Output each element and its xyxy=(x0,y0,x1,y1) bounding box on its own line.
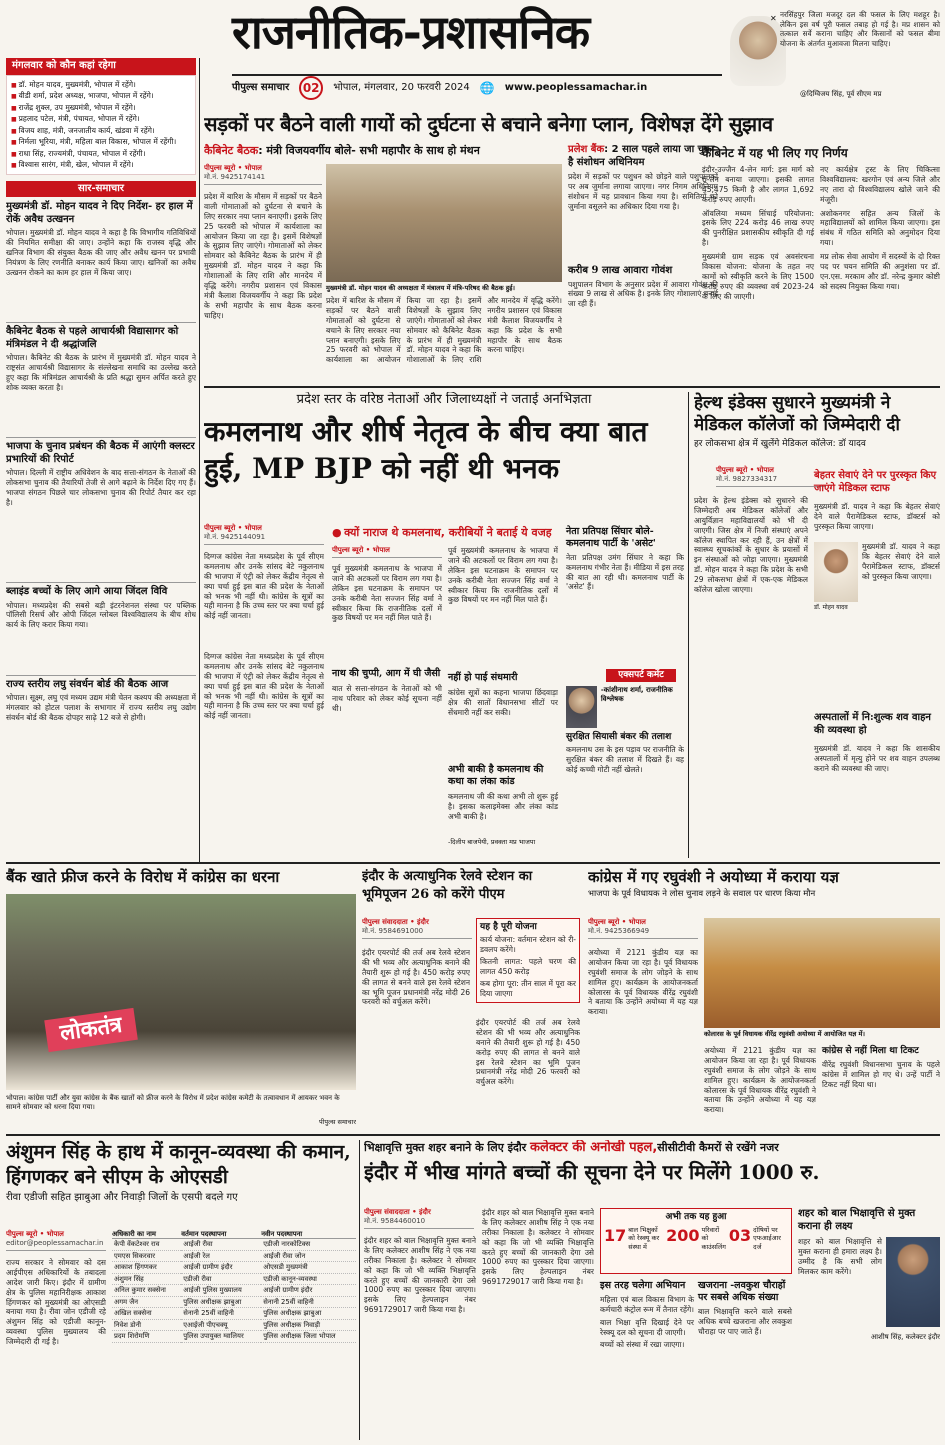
begging-text: इंदौर शहर को बाल भिक्षावृत्ति मुक्त बनाने के लिए कलेक्टर आशीष सिंह ने एक नया तरीका निकाला है। कलेक्टर ने सोमवार को कहा कि जो भी व्यक्ति भिक्षावृत्ति करते हुए बच्चों की जानकारी देगा उसे 1000 रुपए का पुरस्कार दिया जाएगा। इसके लिए हेल्पलाइन नंबर 9691729017 जारी किया गया है। xyxy=(364,1236,476,1315)
table-cell: आकाश हिंगणकर xyxy=(112,1262,181,1273)
table-row xyxy=(112,1285,356,1296)
news-text: भोपाल। कैबिनेट की बैठक के प्रारंभ में मुख्यमंत्री डॉ. मोहन यादव ने राष्ट्रसंत आचार्यश्री विद्यासागर के संल्लेखना समाधि का उल्लेख करते हुए कहा कि मंत्रिमंडल आचार्यश्री के प्रति श्रद्धा सुमन अर्पित करते हुए शोक व्यक्त करता है। xyxy=(6,353,196,392)
table-cell: सेनानी 25वीं वाहिनी xyxy=(261,1296,356,1307)
stat-value: 200 xyxy=(666,1226,700,1246)
side-subhead: करीब 9 लाख आवारा गोवंश xyxy=(568,265,673,276)
expert-text: कमलनाथ उस के इस पड़ाव पर राजनीति के सुरक्षित बंकर की तलाश में दिखते हैं। वह कोई कच्ची गोटी नहीं खेलते। xyxy=(566,745,684,775)
table-row xyxy=(112,1250,356,1261)
ayodhya-text-2: अयोध्या में 2121 कुंडीय यज्ञ का आयोजन किया जा रहा है। पूर्व विधायक रघुवंशी समाज के लोग जोड़ने के साथ शामिल हुए। कार्यक्रम के आयोजनकर्ता कोलारस के पूर्व विधायक वीरेंद्र रघुवंशी ने बताया कि उन्होंने अयोध्या में यह यज्ञ कराया। xyxy=(704,1046,816,1115)
digvijay-portrait xyxy=(730,16,786,86)
campaign-item: महिला एवं बाल विकास विभाग के कर्मचारी कंट्रोल रूम में तैनात रहेंगे। xyxy=(600,1294,695,1314)
table-row xyxy=(112,1262,356,1273)
news-title: मुख्यमंत्री डॉ. मोहन यादव ने दिए निर्देश- हर हाल में रोकें अवैध उत्खनन xyxy=(6,201,193,225)
cabinet-photo xyxy=(326,164,562,282)
health-side2-text: मुख्यमंत्री डॉ. यादव ने कहा कि शासकीय अस्पतालों में मृत्यु होने पर शव वाहन उपलब्ध कराने की व्यवस्था की जाए। xyxy=(814,744,940,773)
section-title: राजनीतिक-प्रशासनिक xyxy=(232,5,590,59)
ayodhya-text: अयोध्या में 2121 कुंडीय यज्ञ का आयोजन किया जा रहा है। पूर्व विधायक रघुवंशी समाज के लोग जोड़ने के साथ शामिल हुए। कार्यक्रम के आयोजनकर्ता कोलारस के पूर्व विधायक वीरेंद्र रघुवंशी ने बताया कि उन्होंने अयोध्या में यह यज्ञ कराया। xyxy=(588,948,698,1017)
health-story xyxy=(694,392,940,858)
news-title: राज्य स्तरीय लघु संवर्धन बोर्ड की बैठक आज xyxy=(6,678,169,690)
health-side-text-2: मुख्यमंत्री डॉ. यादव ने कहा कि बेहतर सेवाएं देने वाले पैरामेडिकल स्टाफ, डॉक्टर्स को पुरस्कृत किया जाएगा। xyxy=(862,542,940,581)
photo-caption: मुख्यमंत्री डॉ. मोहन यादव की अध्यक्षता में मंत्रालय में मंत्रि-परिषद की बैठक हुई। xyxy=(326,284,515,292)
side-head: : 2 साल पहले लाया जा चुका है संशोधन अधिनियम xyxy=(568,144,715,168)
byline-text: पीपुल्स ब्यूरो • भोपाल xyxy=(716,466,774,474)
list-item: ■ डॉ. मोहन यादव, मुख्यमंत्री, भोपाल में रहेंगे। xyxy=(11,79,191,91)
side-kicker: प्रलेश बैंक xyxy=(568,144,605,155)
table-cell: आईजी ग्रामीण इंदौर xyxy=(181,1262,261,1273)
health-headline: हेल्थ इंडेक्स सुधारने मुख्यमंत्री ने मेडिकल कॉलेजों को जिम्मेदारी दी xyxy=(694,393,900,436)
table-header: नवीन पदस्थापना xyxy=(261,1230,356,1239)
ayodhya-subhead: भाजपा के पूर्व विधायक ने लोस चुनाव लड़ने के सवाल पर धारण किया मौन xyxy=(588,888,816,899)
byline-text: पीपुल्स ब्यूरो • भोपाल xyxy=(332,546,390,554)
collector-quote: शहर को बाल भिक्षावृत्ति से मुक्त कराना ही हमारा लक्ष्य है। उम्मीद है कि सभी लोग मिलकर काम करेंगे। xyxy=(798,1237,882,1276)
expert-name: -कांशीनाथ शर्मा, राजनीतिक विश्लेषक xyxy=(600,686,673,703)
table-header: वर्तमान पदस्थापना xyxy=(181,1230,261,1239)
indore-byline xyxy=(362,918,472,939)
table-cell: केपी वेंकटेश्वर राव xyxy=(112,1239,181,1250)
stat-label: परिवारों को काउंसलिंग xyxy=(701,1226,726,1251)
chuppi-text: बात से सत्ता-संगठन के नेताओं को भी नाथ परिवार को लेकर कोई सूचना नहीं थी। xyxy=(332,684,442,713)
kamalnath-story xyxy=(204,392,684,858)
table-row xyxy=(112,1296,356,1307)
table-cell: पुलिस उपायुक्त ग्वालियर xyxy=(181,1331,261,1342)
table-cell: एडीजी रीवा xyxy=(181,1273,261,1284)
health-subhead: हर लोकसभा क्षेत्र में खुलेंगे मेडिकल कॉलेज: डॉ यादव xyxy=(694,439,866,450)
stat-card xyxy=(666,1226,726,1250)
yagya-caption: कोलारस के पूर्व विधायक वीरेंद्र रघुवंशी अयोध्या में आयोजित यज्ञ में। xyxy=(704,1030,865,1038)
collector-portrait xyxy=(886,1237,940,1327)
list-item: ■ विश्वास सारंग, मंत्री, खेल, भोपाल में रहेंगे। xyxy=(11,159,191,171)
why-head-red: ● xyxy=(332,526,342,539)
list-item: ■ विजय शाह, मंत्री, जनजातीय कार्य, खंडवा में रहेंगे। xyxy=(11,125,191,137)
table-cell: एडीजी कानून-व्यवस्था xyxy=(261,1273,356,1284)
news-text: भोपाल। सूक्ष्म, लघु एवं मध्यम उद्यम मंत्री चेतन कश्यप की अध्यक्षता में मंगलवार को होटल पलाश के सभागार में राज्य स्तरीय लघु उद्योग संवर्धन बोर्ड की बैठक दोपहर साढ़े 12 बजे से होगी। xyxy=(6,693,196,722)
kicker-text: भिक्षावृत्ति मुक्त शहर बनाने के लिए इंदौर xyxy=(364,1141,527,1154)
news-title: ब्लाइंड बच्चों के लिए आगे आया जिंदल विवि xyxy=(6,586,168,597)
lead-byline xyxy=(204,164,322,185)
nahi-head: नहीं हो पाई संधमारी xyxy=(448,672,518,683)
transfer-byline xyxy=(6,1230,106,1251)
khajrana-text: बाल भिक्षावृत्ति करने वाले सबसे अधिक बच्चे खजराना और लवकुश चौराहा पर पाए जाते हैं। xyxy=(698,1306,792,1336)
health-byline xyxy=(716,466,826,487)
lead-kicker: कैबिनेट बैठक xyxy=(204,144,259,157)
list-item: ■ प्रहलाद पटेल, मंत्री, पंचायत, भोपाल में रहेंगे। xyxy=(11,113,191,125)
protest-banner: लोकतंत्र xyxy=(44,1008,138,1052)
campaign-head: इस तरह चलेगा अभियान xyxy=(600,1280,686,1291)
decision-item: मुख्यमंत्री ग्राम सड़क एवं अवसंरचना विकास योजना: योजना के तहत नए कामों को स्वीकृति करने के लिए 1500 करोड़ रुपए की व्यवस्था वर्ष 2023-24 के लिए की जाएगी। xyxy=(702,252,814,301)
table-cell: निवेश डोनी xyxy=(112,1319,181,1330)
table-cell: ओएसडी मुख्यमंत्री xyxy=(261,1262,356,1273)
singhar-text: नेता प्रतिपक्ष उमंग सिंघार ने कहा कि कमलनाथ गंभीर नेता हैं। मीडिया में इस तरह की बात आ रही थी। कमलनाथ पार्टी के 'असेट' हैं। xyxy=(566,552,684,592)
lead-text-2: प्रदेश में बारिश के मौसम में सड़कों पर बैठने वाली गोमाताओं को दुर्घटना से बचाने के लिए सरकार नया प्लान बनाएगी। इसके लिए 25 फरवरी को भोपाल में कार्यशाला का आयोजन किया जा रहा है। इसमें विशेषज्ञों के सुझाव लिए जाएंगे। गोमाताओं को लेकर सोमवार को कैबिनेट बैठक के प्रारंभ में ही मुख्यमंत्री डॉ. मोहन यादव ने कहा कि गोशालाओं के लिए राशि और मानदेय में वृद्धि करेंगे। नगरीय प्रशासन एवं विकास मंत्री कैलाश विजयवर्गीय ने कहा कि प्रदेश के सभी महापौर के साथ बैठक करना चाहिए। xyxy=(326,296,562,365)
byline-mobile: मो.नं. 9425174141 xyxy=(204,172,266,181)
table-cell: आईजी ग्रामीण इंदौर xyxy=(261,1285,356,1296)
news-title: कैबिनेट बैठक से पहले आचार्यश्री विद्यासागर को मंत्रिमंडल ने दी श्रद्धांजलि xyxy=(6,326,179,350)
decision-item: नए कार्यक्षेत्र ट्रस्ट के लिए चिकित्सा विश्वविद्यालय: खरगोन एवं अन्य जिले और नए तारा दो विश्वविद्यालय खोले जाने की मंजूरी। xyxy=(820,165,940,204)
news-item xyxy=(6,322,196,433)
table-row xyxy=(112,1239,356,1250)
table-cell: आईजी रीवा जोन xyxy=(261,1250,356,1261)
byline-mobile: मो.नं. 9584691000 xyxy=(362,926,424,935)
list-item: ■ राजेंद्र शुक्ल, उप मुख्यमंत्री, भोपाल में रहेंगे। xyxy=(11,102,191,114)
byline-mobile: मो.नं. 9827334317 xyxy=(716,474,778,483)
singhar-head: नेता प्रतिपक्ष सिंघार बोले- कमलनाथ पार्टी के 'असेट' xyxy=(566,526,656,549)
transfer-headline: अंशुमन सिंह के हाथ में कानून-व्यवस्था की कमान, हिंगणकर बने सीएम के ओएसडी xyxy=(6,1141,351,1188)
cabinet-heading: कैबिनेट में यह भी लिए गए निर्णय xyxy=(702,146,848,160)
stat-card xyxy=(729,1226,788,1250)
kicker-red: कलेक्टर की अनोखी पहल, xyxy=(530,1140,658,1155)
byline-text: पीपुल्स ब्यूरो • भोपाल xyxy=(588,918,646,926)
stat-label: दोषियों पर एफआईआर दर्ज xyxy=(753,1226,781,1251)
table-row xyxy=(112,1331,356,1342)
side-sub-text: पशुपालन विभाग के अनुसार प्रदेश में आवारा गोवंश की संख्या 9 लाख से अधिक है। इनके लिए गोशालाएं बनाई जा रही हैं। xyxy=(568,279,718,309)
table-cell: अनिल कुमार सक्सेना xyxy=(112,1285,181,1296)
byline-mobile: मो.नं. 9425366949 xyxy=(588,926,650,935)
byline-text: पीपुल्स संवाददाता • इंदौर xyxy=(364,1208,431,1216)
collector-name: आशीष सिंह, कलेक्टर इंदौर xyxy=(870,1333,940,1341)
globe-icon: 🌐 xyxy=(479,80,495,95)
kamalnath-kicker: प्रदेश स्तर के वरिष्ठ नेताओं और जिलाध्यक्षों ने जताई अनभिज्ञता xyxy=(296,392,592,407)
abhi-author: -दिलीप बाजपेयी, प्रवक्ता मप्र भाजपा xyxy=(448,838,536,846)
byline-text: पीपुल्स ब्यूरो • भोपाल xyxy=(6,1230,64,1238)
transfer-story xyxy=(6,1140,356,1440)
indore-station-story xyxy=(362,868,580,1130)
byline-email: editor@peoplessamachar.in xyxy=(6,1238,104,1247)
dharna-story xyxy=(6,868,356,1130)
stat-value: 03 xyxy=(728,1226,752,1246)
byline-text: पीपुल्स ब्यूरो • भोपाल xyxy=(204,524,262,532)
list-item: ■ राधा सिंह, राज्यमंत्री, पंचायत, भोपाल में रहेंगी। xyxy=(11,148,191,160)
health-side-head: बेहतर सेवाएं देने पर पुरस्कृत किए जाएंगे मेडिकल स्टाफ xyxy=(814,470,937,494)
protest-photo xyxy=(6,894,356,1090)
begging-headline: इंदौर में भीख मांगते बच्चों की सूचना देने पर मिलेंगे 1000 रु. xyxy=(364,1160,820,1185)
health-side-text: मुख्यमंत्री डॉ. यादव ने कहा कि बेहतर सेवाएं देने वाले पैरामेडिकल स्टाफ, डॉक्टर्स को पुरस्कृत किया जाएगा। xyxy=(814,502,940,531)
quote-box xyxy=(690,10,940,100)
quote-text: नरसिंहपुर जिला मजदूर दल की फसल के लिए मशहूर है। लेकिन इस वर्ष पूरी फसल तबाह हो गई है। मप्र शासन को तत्काल सर्वे कराना चाहिए और किसानों को फसल बीमा योजना के अंतर्गत मुआवजा मिलना चाहिए। xyxy=(780,10,940,48)
plan-item: कार्य योजना: वर्तमान स्टेशन को री-डवलप करेंगे। xyxy=(480,935,576,955)
news-item xyxy=(6,675,196,774)
byline-text: पीपुल्स संवाददाता • इंदौर xyxy=(362,918,429,926)
lead-headline: सड़कों पर बैठने वाली गायों को दुर्घटना से बचाने बनेगा प्लान, विशेषज्ञ देंगे सुझाव xyxy=(204,112,773,136)
decision-item: ऑवलिया मध्यम सिंचाई परियोजना: इसके लिए 224 करोड़ 46 लाख रुपए की पुनरीक्षित प्रशासकीय स्वीकृति दी गई है। xyxy=(702,208,814,248)
plan-box xyxy=(476,918,580,1003)
news-text: भोपाल। दिल्ली में राष्ट्रीय अधिवेशन के बाद सत्ता-संगठन के नेताओं की लोकसभा चुनाव की तैयारियों तेजी से आगे बढ़ाने के निर्देश दिए गए हैं। भाजपा संगठन पिछले चार लोकसभा चुनाव की रिपोर्ट तैयार कर रहा है। xyxy=(6,468,196,507)
table-cell: एडीजी नारकोटिक्स xyxy=(261,1239,356,1250)
table-cell: पुलिस अधीक्षक जिला भोपाल xyxy=(261,1331,356,1342)
table-cell: एमएस सिकरवार xyxy=(112,1250,181,1261)
nahi-text: कांग्रेस सूत्रों का कहना भाजपा छिंदवाड़ा क्षेत्र की सातों विधानसभा सीटों पर सेंधमारी नहीं कर सकी। xyxy=(448,688,558,717)
page-number: 02 xyxy=(299,76,323,100)
paper-name: पीपुल्स समाचार xyxy=(232,81,290,93)
table-row xyxy=(112,1308,356,1319)
list-item: ■ निर्मला भूरिया, मंत्री, महिला बाल विकास, भोपाल में रहेंगी। xyxy=(11,136,191,148)
begging-byline xyxy=(364,1208,474,1229)
cm-portrait xyxy=(814,542,858,602)
decision-item: इंदौर-उज्जैन 4-लेन मार्ग: इस मार्ग को 6-लेन बनाया जाएगा। इसकी लागत 45,475 किमी है और लागत 1,692 करोड़ रुपए आएगी। xyxy=(702,165,814,204)
why-text-2: पूर्व मुख्यमंत्री कमलनाथ के भाजपा में जाने की अटकलों पर विराम लग गया है। लेकिन इस घटनाक्रम के समापन पर उनके करीबी नेता सज्जन सिंह वर्मा ने स्वीकार किया कि राजनीतिक दलों में कुछ विषयों पर मन नहीं मिल पाते हैं। xyxy=(448,546,558,605)
stat-label: बाल भिक्षुकों को रेस्क्यू कर संस्था में xyxy=(628,1226,660,1251)
sidebar-heading: मंगलवार को कौन कहां रहेगा xyxy=(6,58,196,75)
transfer-subhead: रीवा एडीजी सहित झाबुआ और निवाड़ी जिलों के एसपी बदले गए xyxy=(6,1192,238,1204)
byline-mobile: मो.नं. 9584460010 xyxy=(364,1216,426,1225)
why-text: पूर्व मुख्यमंत्री कमलनाथ के भाजपा में जाने की अटकलों पर विराम लग गया है। लेकिन इस घटनाक्रम के समापन पर उनके करीबी नेता सज्जन सिंह वर्मा ने स्वीकार किया कि राजनीतिक दलों में कुछ विषयों पर मन नहीं मिल पाते हैं। xyxy=(332,564,442,623)
lead-text: प्रदेश में बारिश के मौसम में सड़कों पर बैठने वाली गोमाताओं को दुर्घटना से बचाने के लिए सरकार नया प्लान बनाएगी। इसके लिए 25 फरवरी को भोपाल में कार्यशाला का आयोजन किया जा रहा है। इसमें विशेषज्ञों के सुझाव लिए जाएंगे। गोमाताओं को लेकर सोमवार को कैबिनेट बैठक के प्रारंभ में ही मुख्यमंत्री डॉ. मोहन यादव ने कहा कि गोशालाओं के लिए राशि और मानदेय में वृद्धि करेंगे। नगरीय प्रशासन एवं विकास मंत्री कैलाश विजयवर्गीय ने कहा कि प्रदेश के सभी महापौर के साथ बैठक करना चाहिए। xyxy=(204,192,322,320)
x-icon: ✕ xyxy=(770,14,777,23)
khajrana-head: खजराना -लवकुश चौराहों पर सबसे अधिक संख्या xyxy=(698,1280,786,1303)
list-item: ■ वीडी शर्मा, प्रदेश अध्यक्ष, भाजपा, भोपाल में रहेंगे। xyxy=(11,90,191,102)
begging-text-2: इंदौर शहर को बाल भिक्षावृत्ति मुक्त बनाने के लिए कलेक्टर आशीष सिंह ने एक नया तरीका निकाला है। कलेक्टर ने सोमवार को कहा कि जो भी व्यक्ति भिक्षावृत्ति करते हुए बच्चों की जानकारी देगा उसे 1000 रुपए का पुरस्कार दिया जाएगा। इसके लिए हेल्पलाइन नंबर 9691729017 जारी किया गया है। xyxy=(482,1208,594,1287)
kamalnath-byline xyxy=(204,524,324,545)
stat-card xyxy=(604,1226,663,1250)
cabinet-decisions xyxy=(702,146,942,382)
decision-item: मप्र लोक सेवा आयोग में सदस्यों के दो रिक्त पद पर चयन समिति की अनुशंसा पर डॉ. एन.एस. मरकाम और डॉ. नरेन्द्र कुमार कोष्टी को सदस्य नियुक्त किया गया। xyxy=(820,252,940,291)
health-side2-head: अस्पतालों में नि:शुल्क शव वाहन की व्यवस्था हो xyxy=(814,712,931,736)
table-cell: आईजी रीवा xyxy=(181,1239,261,1250)
news-item xyxy=(6,201,196,318)
stats-box xyxy=(600,1208,792,1274)
table-cell: पुलिस अधीक्षक झाबुआ xyxy=(181,1296,261,1307)
why-byline xyxy=(332,546,442,558)
ayodhya-headline: कांग्रेस में गए रघुवंशी ने अयोध्या में कराया यज्ञ xyxy=(588,868,839,886)
table-cell: अखिल सक्सेना xyxy=(112,1308,181,1319)
table-cell: अगम जैन xyxy=(112,1296,181,1307)
dharna-caption: भोपाल। कांग्रेस पार्टी और युवा कांग्रेस के बैंक खातों को फ्रीज करने के विरोध में प्रदेश कांग्रेस कमेटी के तत्वावधान में आयकर भवन के सामने सोमवार को धरना दिया गया। xyxy=(6,1094,340,1111)
news-text: भोपाल। मुख्यमंत्री डॉ. मोहन यादव ने कहा है कि विभागीय गतिविधियों की नियमित समीक्षा की जाए। उन्होंने कहा कि राजस्व वृद्धि और खनिज विभाग की संयुक्त बैठक की जाए और अवैध खनन पर प्रभावी नियंत्रण के लिए रणनीति बनाकर कार्य किया जाए। खनिजों का अवैध उत्खनन रोकने का काम हर हाल में किया जाए। xyxy=(6,228,196,277)
table-cell: सेनानी 25वीं वाहिनी xyxy=(181,1308,261,1319)
dateline: भोपाल, मंगलवार, 20 फरवरी 2024 xyxy=(333,81,470,93)
photo-credit: पीपुल्स समाचार xyxy=(319,1118,356,1126)
campaign-item: बाल भिक्षा वृत्ति दिखाई देने पर रेस्क्यू दल को सूचना दी जाएगी। xyxy=(600,1317,694,1337)
ayodhya-story xyxy=(588,868,940,1130)
side-text: प्रदेश में सड़कों पर पशुधन को छोड़ने वाले पशुपालकों पर अब जुर्माना लगाया जाएगा। नगर निगम अधिनियम संशोधन में यह प्रावधान किया गया है। समितियों को जुर्माना वसूलने का अधिकार दिया गया है। xyxy=(568,172,718,211)
expert-head: सुरक्षित सियासी बंकर की तलाश xyxy=(566,732,672,742)
news-heading: सार-समाचार xyxy=(6,181,196,198)
expert-portrait xyxy=(566,686,597,728)
news-text: भोपाल। मध्यप्रदेश की सबसे बड़ी इंटरनेशनल संस्था पर पब्लिक पॉलिसी रिसर्च और ओपी जिंदल ग्लोबल विश्वविद्यालय के बीच शोध कार्य के लिए करार किया गया। xyxy=(6,600,196,630)
table-cell: अंशुमन सिंह xyxy=(112,1273,181,1284)
campaign-item: बच्चों को संस्था में रखा जाएगा। xyxy=(600,1340,685,1350)
indore-headline: इंदौर के अत्याधुनिक रेलवे स्टेशन का भूमिपूजन 26 को करेंगे पीएम xyxy=(362,869,533,903)
kamalnath-headline: कमलनाथ और शीर्ष नेतृत्व के बीच क्या बात हुई, MP BJP को नहीं थी भनक xyxy=(204,415,648,485)
table-cell: एआईजी पीएचक्यू xyxy=(181,1319,261,1330)
news-item xyxy=(6,437,196,578)
quote-author: @दिग्विजय सिंह, पूर्व सीएम मप्र xyxy=(800,90,882,98)
abhi-text: कमलनाथ जी की कथा अभी तो शुरू हुई है। इसका कलाइमेक्स और लंका कांड अभी बाकी है। xyxy=(448,792,558,821)
chuppi-head: नाथ की चुप्पी, आग में घी जैसी xyxy=(332,668,441,679)
begging-kicker xyxy=(364,1140,940,1156)
expert-tag: एक्सपर्ट कमेंट xyxy=(606,669,676,682)
stat-value: 17 xyxy=(604,1226,627,1246)
plan-item: कब होगा पूरा: तीन साल में पूरा कर दिया जाएगा xyxy=(480,978,576,998)
transfer-table xyxy=(112,1230,356,1343)
transfer-text: राज्य सरकार ने सोमवार को दस आईपीएस अधिकारियों के तबादला आदेश जारी किए। इंदौर में ग्रामीण क्षेत्र के पुलिस महानिरीक्षक आकाश हिंगणकर को मुख्यमंत्री का ओएसडी बनाया गया है। रीवा जोन एडीजी रहे अंशुमन सिंह को एडीजी कानून-व्यवस्था पुलिस मुख्यालय की जिम्मेदारी दी गई है। xyxy=(6,1258,106,1347)
lead-subhead: : मंत्री विजयवर्गीय बोले- सभी महापौर के साथ हो मंथन xyxy=(258,144,480,157)
stats-heading: अभी तक यह हुआ xyxy=(665,1212,727,1222)
ticket-head: कांग्रेस से नहीं मिला था टिकट xyxy=(822,1046,919,1056)
news-title: भाजपा के चुनाव प्रबंधन की बैठक में आएंगी क्लस्टर प्रभारियों की रिपोर्ट xyxy=(6,441,195,465)
kicker-tail: सीसीटीवी कैमरों से रखेंगे नजर xyxy=(657,1141,779,1154)
sidebar xyxy=(6,58,196,863)
ticket-text: वीरेंद्र रघुवंशी विधानसभा चुनाव के पहले कांग्रेस में शामिल हो गए थे। उन्हें पार्टी ने टिकट नहीं दिया था। xyxy=(822,1060,940,1089)
kamalnath-text: दिग्गज कांग्रेस नेता मध्यप्रदेश के पूर्व सीएम कमलनाथ और उनके सांसद बेटे नकुलनाथ की भाजपा में एंट्री को लेकर केंद्रीय नेतृत्व से क्या चर्चा हुई इस बात की प्रदेश के नेताओं को भनक भी नहीं थी। कांग्रेस के सूत्रों का यही मानना है कि उच्च स्तर पर क्या चर्चा हुई कोई नहीं जानता। xyxy=(204,552,324,621)
byline-text: पीपुल्स ब्यूरो • भोपाल xyxy=(204,164,262,172)
plan-item: कितनी लागत: पहले चरण की लागत 450 करोड़ xyxy=(480,957,576,976)
plan-box-head: यह है पूरी योजना xyxy=(480,922,537,932)
health-text: प्रदेश के हेल्थ इंडेक्स को सुधारने की जिम्मेदारी अब मेडिकल कॉलेजों और आयुर्विज्ञान महाविद्यालयों को भी दी जाएगी। जिस क्षेत्र में निजी संस्थाएं अपने कॉलेज स्थापित कर रही हैं, उन क्षेत्रों में स्वास्थ्य सूचकांकों के सुधार के प्रयासों में इन संस्थाओं को जोड़ा जाएगा। मुख्यमंत्री डॉ. मोहन यादव ने कहा कि प्रदेश के सभी 29 लोकसभा क्षेत्रों में एक-एक मेडिकल कॉलेज खोला जाएगा। xyxy=(694,496,808,595)
ayodhya-byline xyxy=(588,918,698,939)
table-row xyxy=(112,1319,356,1330)
cm-caption: डॉ. मोहन यादव xyxy=(814,604,848,611)
table-row xyxy=(112,1273,356,1284)
schedule-list xyxy=(6,75,196,175)
indore-text: इंदौर एयरपोर्ट की तर्ज अब रेलवे स्टेशन की भी भव्य और अत्याधुनिक बनाने की तैयारी शुरू हो गई है। 450 करोड़ रुपए की लागत से बनने वाले इस रेलवे स्टेशन का भूमि पूजन प्रधानमंत्री नरेंद्र मोदी 26 फरवरी को वर्चुअल करेंगे। xyxy=(362,948,470,1007)
table-cell: आईजी रेल xyxy=(181,1250,261,1261)
kamalnath-text-2: दिग्गज कांग्रेस नेता मध्यप्रदेश के पूर्व सीएम कमलनाथ और उनके सांसद बेटे नकुलनाथ की भाजपा में एंट्री को लेकर केंद्रीय नेतृत्व से क्या चर्चा हुई इस बात की प्रदेश के नेताओं को भनक भी नहीं थी। कांग्रेस के सूत्रों का यही मानना है कि उच्च स्तर पर क्या चर्चा हुई कोई नहीं जानता। xyxy=(204,652,324,721)
table-cell: पुलिस अधीक्षक निवाड़ी xyxy=(261,1319,356,1330)
dharna-headline: बैंक खाते फ्रीज करने के विरोध में कांग्रेस का धरना xyxy=(6,868,280,886)
why-headline: क्यों नाराज थे कमलनाथ, करीबियों ने बताई ये वजह xyxy=(344,526,552,539)
child-begging-story xyxy=(364,1140,940,1440)
indore-text-2: इंदौर एयरपोर्ट की तर्ज अब रेलवे स्टेशन की भी भव्य और अत्याधुनिक बनाने की तैयारी शुरू हो गई है। 450 करोड़ रुपए की लागत से बनने वाले इस रेलवे स्टेशन का भूमि पूजन प्रधानमंत्री नरेंद्र मोदी 26 फरवरी को वर्चुअल करेंगे। xyxy=(476,1018,580,1087)
byline-mobile: मो.नं. 9425144091 xyxy=(204,532,266,541)
yagya-photo xyxy=(704,918,940,1028)
news-item xyxy=(6,582,196,671)
table-cell: पुलिस अधीक्षक झाबुआ xyxy=(261,1308,356,1319)
abhi-head: अभी बाकी है कमलनाथ की कथा का लंका कांड xyxy=(448,764,544,787)
table-header: अधिकारी का नाम xyxy=(112,1230,181,1239)
decision-item: अशोकनगर सहित अन्य जिलों के महाविद्यालयों को शामिल किया जाएगा। इस संबंध में गठित समिति को अनुमोदन दिया गया। xyxy=(820,208,940,248)
website-link[interactable]: www.peoplessamachar.in xyxy=(504,81,648,93)
collector-head: शहर को बाल भिक्षावृत्ति से मुक्त कराना ही लक्ष्य xyxy=(798,1208,916,1232)
table-cell: प्रदम शिरोमणि xyxy=(112,1331,181,1342)
table-cell: आईजी पुलिस मुख्यालय xyxy=(181,1285,261,1296)
